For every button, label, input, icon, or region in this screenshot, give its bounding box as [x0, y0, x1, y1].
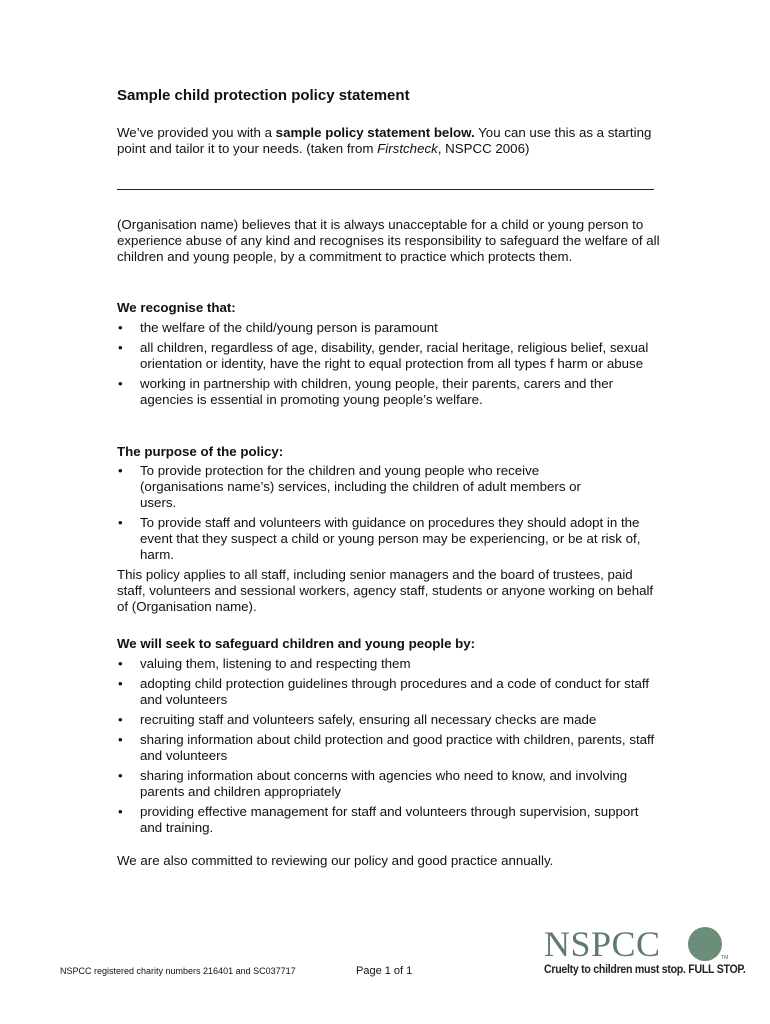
logo-circle-icon [688, 927, 722, 961]
logo-trademark: TM [721, 955, 729, 961]
list-item: • working in partnership with children, young people, their parents, carers and ther agencies is essential in promoting young people’s welfare. [117, 376, 662, 408]
list-item: • recruiting staff and volunteers safely, ensuring all necessary checks are made [117, 712, 662, 728]
safeguard-list [117, 656, 662, 840]
intro-italic: Firstcheck [377, 141, 438, 156]
logo-tagline [544, 964, 746, 976]
logo-wordmark: NSPCC [544, 924, 661, 964]
footer-page-number: Page 1 of 1 [356, 965, 413, 977]
closing-paragraph: We are also committed to reviewing our policy and good practice annually. [117, 853, 554, 868]
list-item: • adopting child protection guidelines through procedures and a code of conduct for staff and volunteers [117, 676, 662, 708]
purpose-list [117, 463, 662, 567]
applies-paragraph: This policy applies to all staff, including senior managers and the board of trustees, paid staff, volunteers and sessional workers, agency staff, students or anyone working on behalf of (Organisation name). [117, 567, 654, 614]
logo-tagline-bold: FULL STOP. [688, 964, 746, 976]
footer-charity-numbers: NSPCC registered charity numbers 216401 and SC037717 [60, 966, 296, 976]
list-item: • providing effective management for staff and volunteers through supervision, support and training. [117, 804, 662, 836]
policy-statement: (Organisation name) believes that it is always unacceptable for a child or young person to experience abuse of any kind and recognises its responsibility to safeguard the welfare of all children and young people, by a commitment to practice which protects them. [117, 217, 660, 264]
intro-text-1: We’ve provided you with a [117, 125, 276, 140]
intro-paragraph [117, 125, 662, 157]
nspcc-logo [541, 924, 746, 984]
list-item: • the welfare of the child/young person is paramount [117, 320, 662, 336]
list-item: • sharing information about concerns with agencies who need to know, and involving parents and children appropriately [117, 768, 662, 800]
intro-bold: sample policy statement below. [275, 125, 475, 140]
intro-text-3: , NSPCC 2006) [437, 141, 530, 156]
list-item: • To provide staff and volunteers with guidance on procedures they should adopt in the event that they suspect a child or young person may be experiencing, or be at risk of, harm. [117, 515, 662, 563]
list-item: • all children, regardless of age, disability, gender, racial heritage, religious belief, sexual orientation or identity, have the right to equal protection from all types f harm or abuse [117, 340, 662, 372]
page-title: Sample child protection policy statement [117, 87, 410, 104]
purpose-heading: The purpose of the policy: [117, 444, 284, 459]
list-item: • valuing them, listening to and respecting them [117, 656, 662, 672]
logo-tagline-text: Cruelty to children must stop. [544, 964, 686, 976]
list-item: • sharing information about child protection and good practice with children, parents, staff and volunteers [117, 732, 662, 764]
list-item: • To provide protection for the children and young people who receive (organisations name’s) services, including the children of adult members or users. [117, 463, 620, 511]
recognise-list [117, 320, 662, 412]
safeguard-heading: We will seek to safeguard children and young people by: [117, 636, 476, 651]
recognise-heading: We recognise that: [117, 300, 236, 315]
intro-text-2: You can use this as a starting point and tailor it to your needs. (taken from [117, 125, 652, 156]
divider-line [117, 189, 654, 190]
